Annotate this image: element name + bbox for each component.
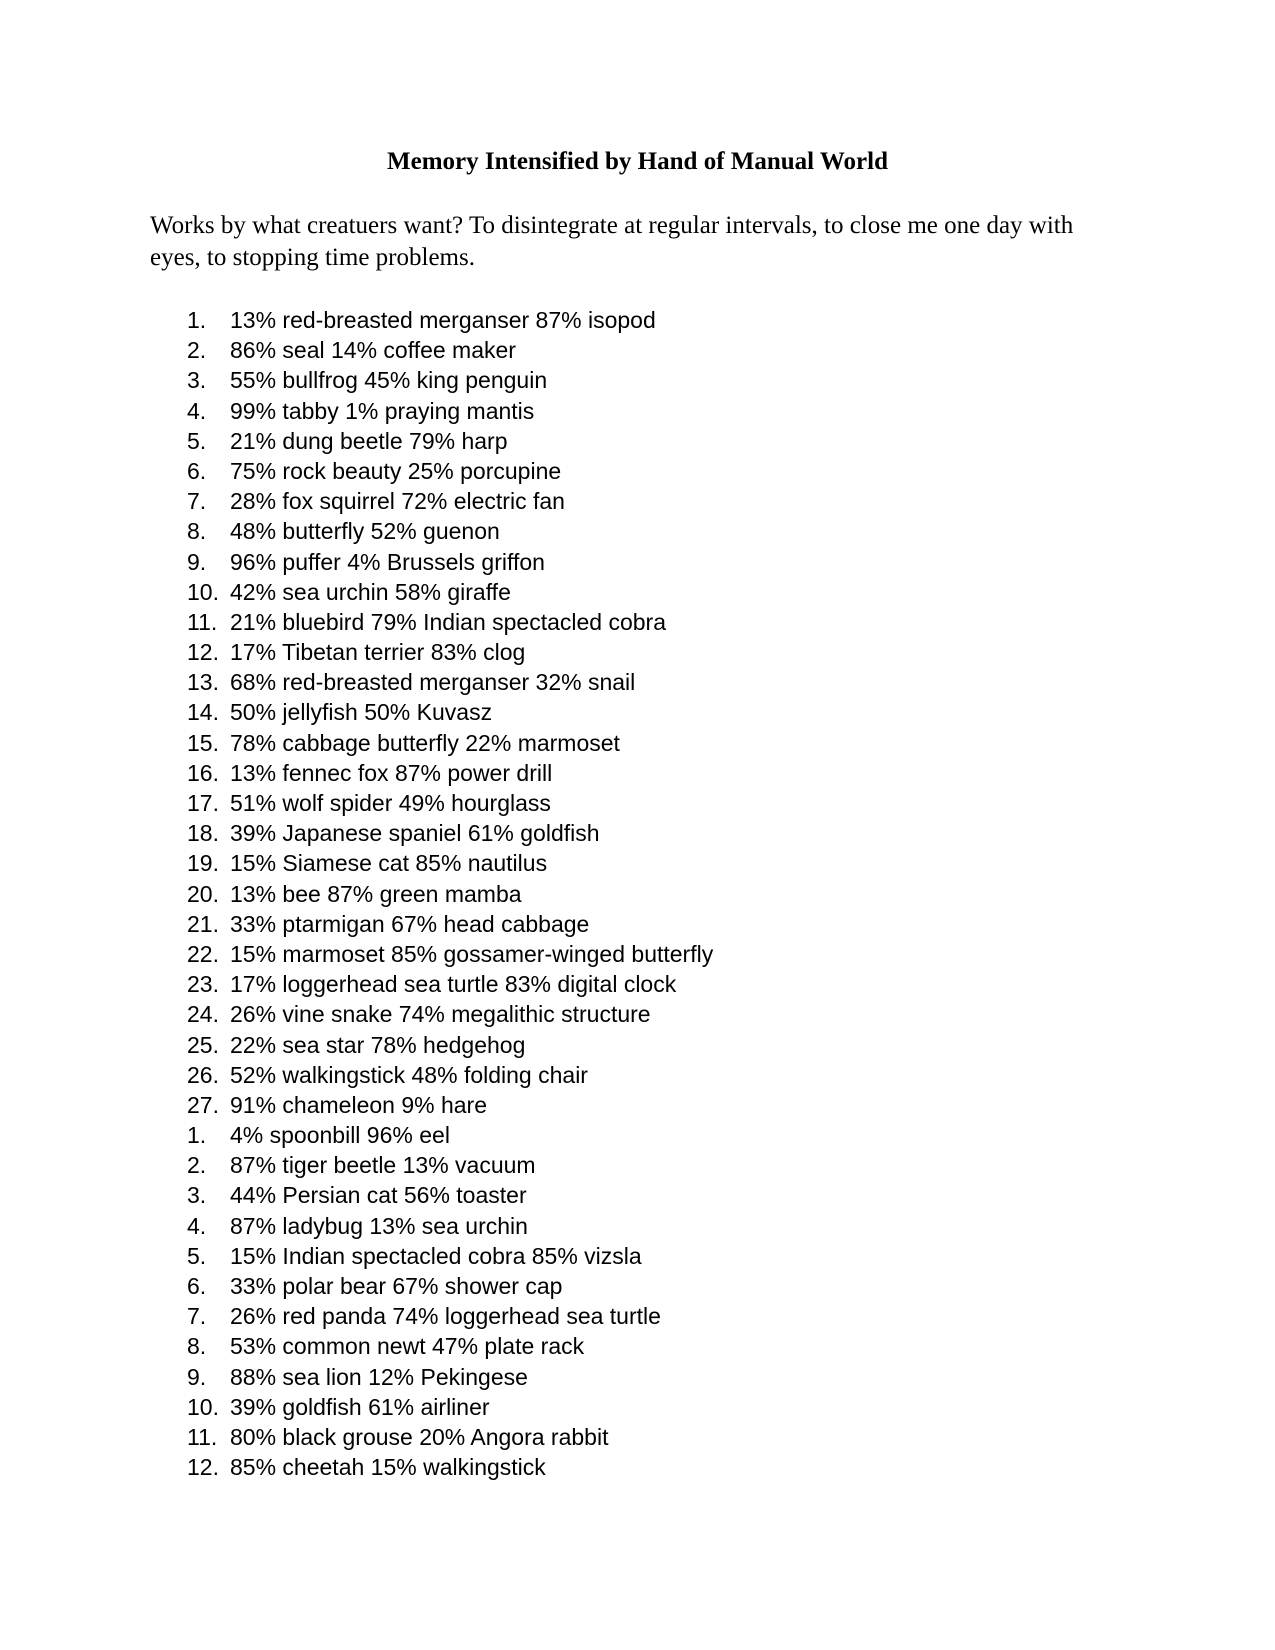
list-item-number: 18. xyxy=(187,820,219,847)
list-item-number: 5. xyxy=(187,1242,207,1269)
list-item xyxy=(150,728,713,758)
list-item-text: 13% fennec fox 87% power drill xyxy=(230,759,553,786)
list-item-text: 39% Japanese spaniel 61% goldfish xyxy=(230,820,600,847)
list-item-text: 28% fox squirrel 72% electric fan xyxy=(230,488,565,515)
list-item xyxy=(150,1452,713,1482)
list-item-number: 11. xyxy=(187,608,218,635)
list-item-number: 8. xyxy=(187,518,207,545)
list-item-text: 48% butterfly 52% guenon xyxy=(230,518,500,545)
list-item-text: 39% goldfish 61% airliner xyxy=(230,1393,490,1420)
list-item xyxy=(150,879,713,909)
list-item-text: 33% polar bear 67% shower cap xyxy=(230,1273,563,1299)
list-item-text: 78% cabbage butterfly 22% marmoset xyxy=(230,729,620,756)
list-item xyxy=(150,667,713,697)
list-item-number: 1. xyxy=(187,1122,207,1149)
list-item-number: 11. xyxy=(187,1423,218,1450)
list-item-number: 7. xyxy=(187,1303,207,1330)
list-item-text: 88% sea lion 12% Pekingese xyxy=(230,1363,528,1390)
list-item xyxy=(150,1301,713,1331)
list-item xyxy=(150,999,713,1029)
list-item-number: 9. xyxy=(187,548,207,575)
list-item-text: 53% common newt 47% plate rack xyxy=(230,1333,585,1360)
list-item-text: 42% sea urchin 58% giraffe xyxy=(230,578,511,605)
list-item-number: 1. xyxy=(187,307,207,333)
list-item-number: 15. xyxy=(187,729,219,756)
list-item xyxy=(150,1271,713,1301)
list-item-text: 33% ptarmigan 67% head cabbage xyxy=(230,910,590,937)
list-item-number: 3. xyxy=(187,1182,207,1209)
list-item-text: 26% vine snake 74% megalithic structure xyxy=(230,1001,651,1028)
list-item-number: 14. xyxy=(187,699,219,726)
list-item xyxy=(150,969,713,999)
list-item-text: 75% rock beauty 25% porcupine xyxy=(230,457,562,484)
list-item-number: 12. xyxy=(187,639,219,666)
list-item-number: 3. xyxy=(187,367,207,394)
list-item xyxy=(150,486,713,516)
list-item xyxy=(150,607,713,637)
list-item-number: 9. xyxy=(187,1363,207,1390)
list-item-text: 85% cheetah 15% walkingstick xyxy=(230,1454,546,1481)
list-item xyxy=(150,1060,713,1090)
list-item-number: 27. xyxy=(187,1091,219,1118)
list-item-text: 96% puffer 4% Brussels griffon xyxy=(230,548,545,575)
list-item-text: 44% Persian cat 56% toaster xyxy=(230,1182,527,1209)
page-title: Memory Intensified by Hand of Manual World xyxy=(387,148,888,175)
list-item-text: 13% bee 87% green mamba xyxy=(230,880,522,907)
list-item-text: 17% Tibetan terrier 83% clog xyxy=(230,639,526,666)
list-item-number: 23. xyxy=(187,971,219,998)
list-item-text: 26% red panda 74% loggerhead sea turtle xyxy=(230,1303,661,1330)
list-item-number: 10. xyxy=(187,578,219,605)
list-item-text: 91% chameleon 9% hare xyxy=(230,1091,487,1118)
list-item-number: 7. xyxy=(187,488,207,515)
list-item-number: 10. xyxy=(187,1393,219,1420)
list-item-text: 15% marmoset 85% gossamer-winged butterfly xyxy=(230,940,714,967)
list-item xyxy=(150,335,713,365)
list-item xyxy=(150,788,713,818)
list-item-text: 4% spoonbill 96% eel xyxy=(230,1122,450,1149)
list-item-number: 26. xyxy=(187,1061,219,1088)
list-item xyxy=(150,697,713,727)
list-item xyxy=(150,909,713,939)
list-item-text: 50% jellyfish 50% Kuvasz xyxy=(230,699,493,726)
list-item-text: 68% red-breasted merganser 32% snail xyxy=(230,669,636,696)
list-item-number: 24. xyxy=(187,1001,219,1028)
list-item-number: 2. xyxy=(187,337,207,364)
list-item xyxy=(150,456,713,486)
numbered-list xyxy=(150,305,713,1482)
list-item-text: 51% wolf spider 49% hourglass xyxy=(230,790,551,816)
list-item-text: 87% ladybug 13% sea urchin xyxy=(230,1212,528,1239)
list-item-text: 13% red-breasted merganser 87% isopod xyxy=(230,307,656,333)
list-item-text: 15% Siamese cat 85% nautilus xyxy=(230,850,548,877)
list-item-text: 21% dung beetle 79% harp xyxy=(230,427,508,454)
list-item xyxy=(150,516,713,546)
list-item xyxy=(150,305,713,335)
list-item-number: 4. xyxy=(187,397,207,424)
list-item xyxy=(150,758,713,788)
list-item-number: 8. xyxy=(187,1333,207,1360)
list-item-text: 17% loggerhead sea turtle 83% digital clock xyxy=(230,971,677,998)
list-item-number: 22. xyxy=(187,940,219,967)
list-item-number: 12. xyxy=(187,1454,219,1481)
list-item xyxy=(150,1120,713,1150)
list-item-number: 16. xyxy=(187,759,219,786)
list-item xyxy=(150,818,713,848)
list-item-number: 25. xyxy=(187,1031,219,1058)
list-item xyxy=(150,1331,713,1361)
list-item-number: 5. xyxy=(187,427,207,454)
list-item-number: 19. xyxy=(187,850,219,877)
list-item xyxy=(150,396,713,426)
list-item-text: 52% walkingstick 48% folding chair xyxy=(230,1061,588,1088)
list-item-text: 15% Indian spectacled cobra 85% vizsla xyxy=(230,1242,642,1269)
list-item-text: 99% tabby 1% praying mantis xyxy=(230,397,535,424)
list-item-number: 6. xyxy=(187,457,207,484)
list-item xyxy=(150,365,713,395)
list-item-text: 55% bullfrog 45% king penguin xyxy=(230,367,548,394)
list-item xyxy=(150,1150,713,1180)
list-item-number: 20. xyxy=(187,880,219,907)
list-item-number: 2. xyxy=(187,1152,207,1179)
list-item xyxy=(150,1211,713,1241)
list-item xyxy=(150,577,713,607)
list-item-text: 87% tiger beetle 13% vacuum xyxy=(230,1152,536,1179)
list-item xyxy=(150,1392,713,1422)
list-item-number: 13. xyxy=(187,669,219,696)
list-item-number: 4. xyxy=(187,1212,207,1239)
list-item-number: 21. xyxy=(187,910,219,937)
list-item xyxy=(150,1090,713,1120)
list-item xyxy=(150,1030,713,1060)
list-item-text: 22% sea star 78% hedgehog xyxy=(230,1031,526,1058)
list-item-text: 21% bluebird 79% Indian spectacled cobra xyxy=(230,608,667,635)
list-item xyxy=(150,1422,713,1452)
list-item xyxy=(150,547,713,577)
list-item-number: 17. xyxy=(187,790,219,816)
intro-paragraph: Works by what creatuers want? To disintegrate at regular intervals, to close me one day with eyes, to stopping time problems. xyxy=(150,212,1074,271)
list-item xyxy=(150,848,713,878)
list-item-text: 80% black grouse 20% Angora rabbit xyxy=(230,1423,609,1450)
list-item xyxy=(150,1241,713,1271)
list-item-number: 6. xyxy=(187,1273,207,1299)
list-item xyxy=(150,939,713,969)
list-item xyxy=(150,1362,713,1392)
list-item xyxy=(150,637,713,667)
list-item-text: 86% seal 14% coffee maker xyxy=(230,337,516,364)
list-item xyxy=(150,426,713,456)
list-item xyxy=(150,1180,713,1210)
